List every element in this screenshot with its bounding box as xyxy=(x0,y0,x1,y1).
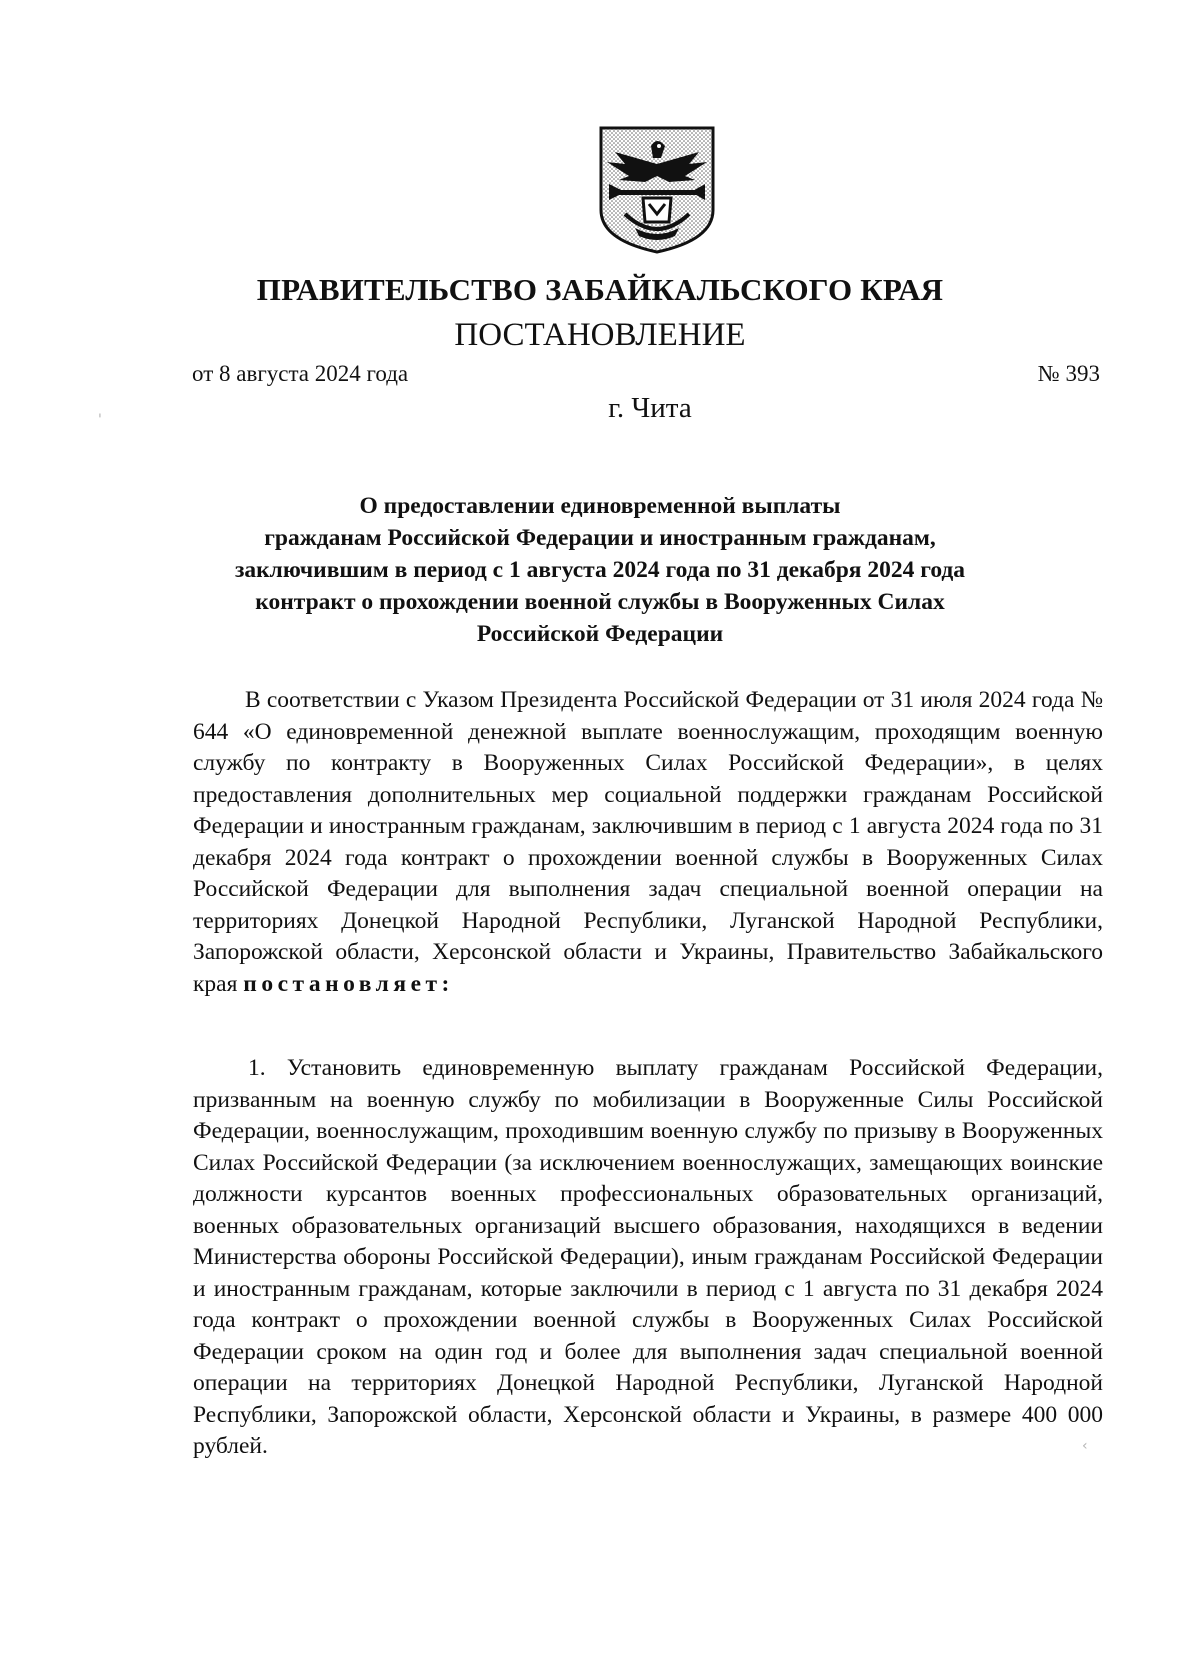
resolves-word: постановляет: xyxy=(243,970,454,997)
government-title: ПРАВИТЕЛЬСТВО ЗАБАЙКАЛЬСКОГО КРАЯ xyxy=(256,272,944,307)
document-type: ПОСТАНОВЛЕНИЕ xyxy=(454,317,746,353)
preamble-paragraph xyxy=(193,685,1103,1000)
coat-of-arms-icon xyxy=(595,124,719,256)
title-line: заключившим в период с 1 августа 2024 года по 31 декабря 2024 года xyxy=(234,557,966,583)
document-city: г. Чита xyxy=(608,392,692,424)
scan-mark: ‹ xyxy=(1082,1438,1088,1454)
item-1-paragraph: 1. Установить единовременную выплату гражданам Российской Федерации, призванным на военную службу по мобилизации в Вооруженные Силы Российской Федерации, военнослужащим, проходившим военную службу по призыву в Вооруженных Силах Российской Федерации (за исключением военнослужащих, замещающих воинские должности курсантов военных профессиональных образовательных организаций, военных образовательных организаций высшего образования, находящихся в ведении Министерства обороны Российской Федерации), иным гражданам Российской Федерации и иностранным гражданам, которые заключили в период с 1 августа по 31 декабря 2024 года контракт о прохождении военной службы в Вооруженных Силах Российской Федерации сроком на один год и более для выполнения задач специальной военной операции на территориях Донецкой Народной Республики, Луганской Народной Республики, Запорожской области, Херсонской области и Украины, в размере 400 000 рублей. xyxy=(193,1055,1103,1459)
title-line: контракт о прохождении военной службы в Вооруженных Силах xyxy=(255,589,945,615)
scan-mark: ' xyxy=(98,412,102,428)
document-number: № 393 xyxy=(1037,361,1100,386)
title-line: Российской Федерации xyxy=(476,621,724,647)
document-title xyxy=(150,490,1050,650)
title-line: гражданам Российской Федерации и иностранным гражданам, xyxy=(264,525,936,551)
preamble-text: В соответствии с Указом Президента Российской Федерации от 31 июля 2024 года № 644 «О единовременной денежной выплате военнослужащим, проходящим военную службу по контракту в Вооруженных Силах Российской Федерации», в целях предоставления дополнительных мер социальной поддержки гражданам Российской Федерации и иностранным гражданам, заключившим в период с 1 августа 2024 года по 31 декабря 2024 года контракт о прохождении военной службы в Вооруженных Силах Российской Федерации для выполнения задач специальной военной операции на территориях Донецкой Народной Республики, Луганской Народной Республики, Запорожской области, Херсонской области и Украины, Правительство Забайкальского края xyxy=(193,687,1103,997)
title-line: О предоставлении единовременной выплаты xyxy=(359,493,841,519)
document-date: от 8 августа 2024 года xyxy=(192,361,409,386)
